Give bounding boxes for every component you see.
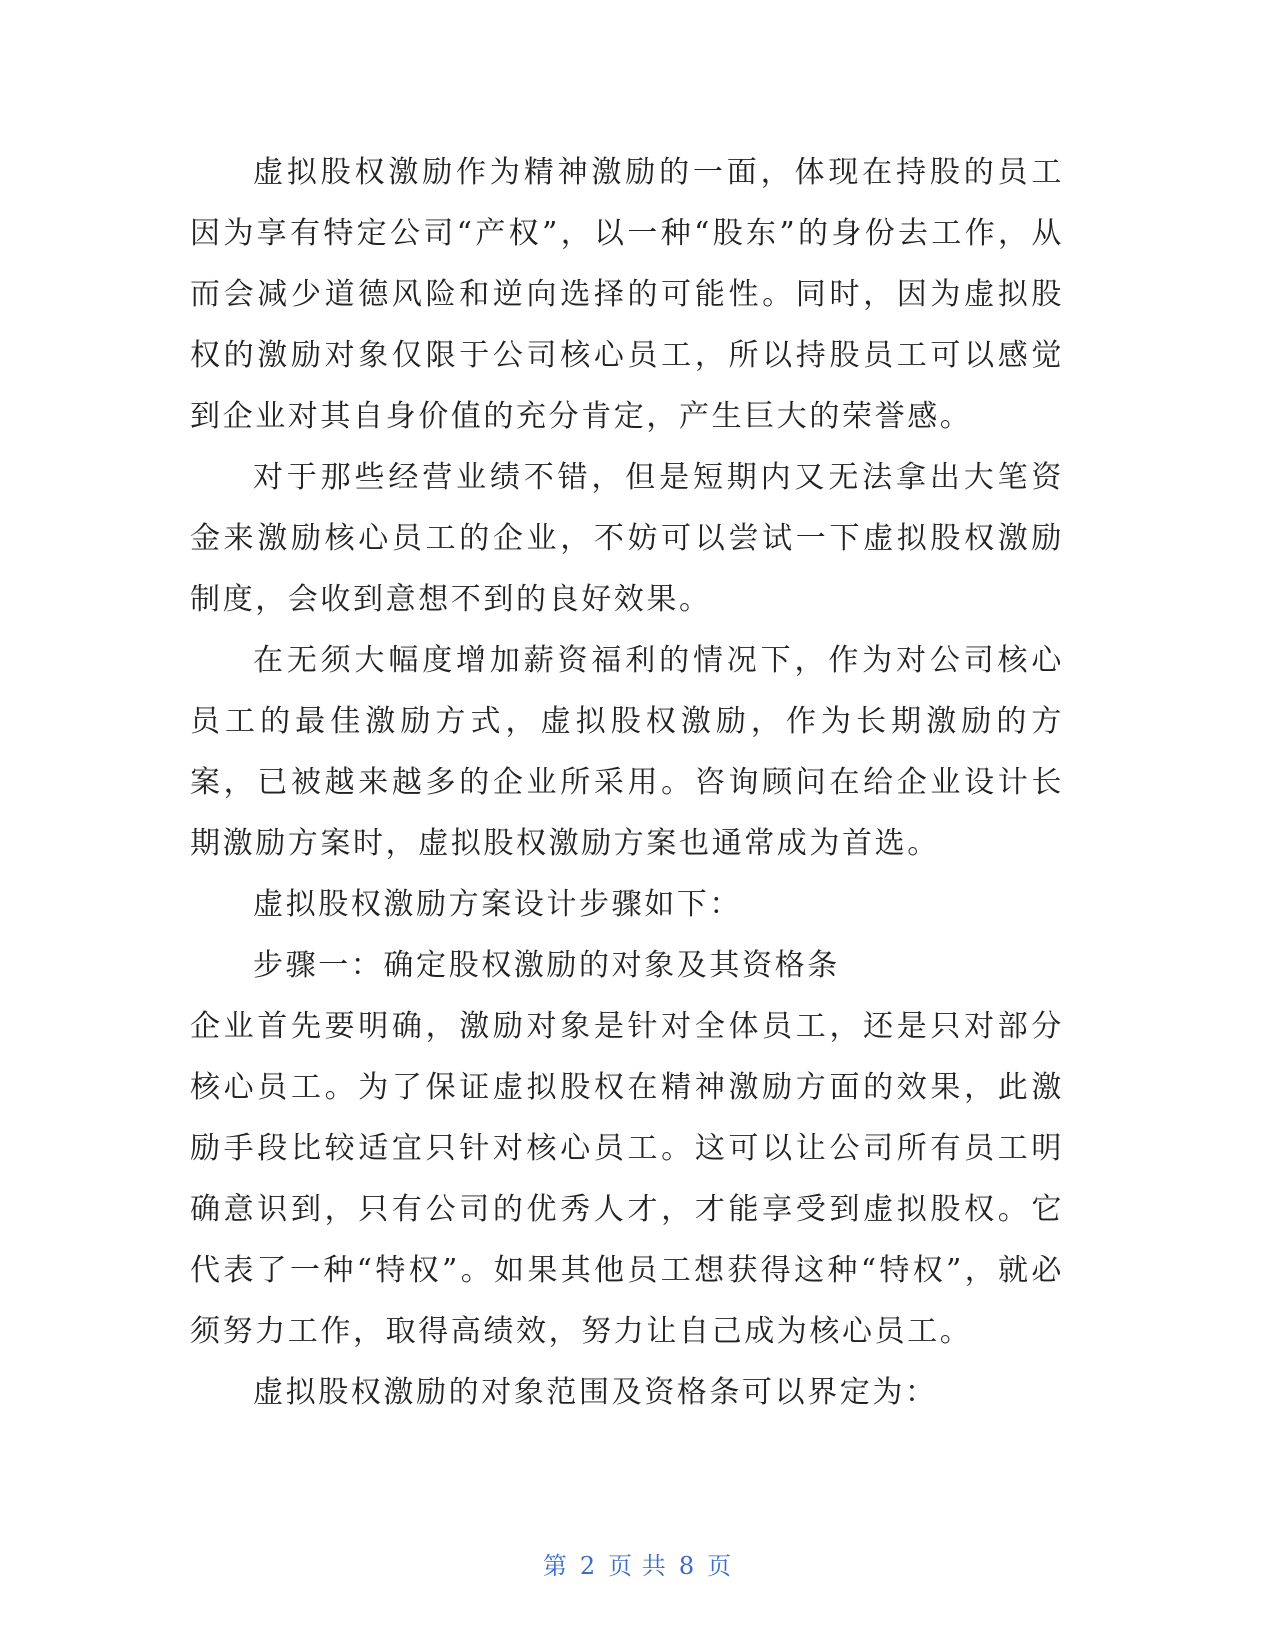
footer-middle: 页 共: [608, 1552, 667, 1580]
footer-current-page: 2: [579, 1552, 597, 1580]
footer-suffix: 页: [707, 1552, 733, 1580]
page-number-footer: [0, 1546, 1275, 1581]
document-body: [190, 142, 1064, 1423]
paragraph-design-steps-intro: 虚拟股权激励方案设计步骤如下：: [253, 887, 742, 922]
paragraph-suitable-companies: 对于那些经营业绩不错，但是短期内又无法拿出大笔资金来激励核心员工的企业，不妨可以尝试一下虚拟股权激励制度，会收到意想不到的良好效果。: [190, 460, 1064, 617]
paragraph-step-one-body: 企业首先要明确，激励对象是针对全体员工，还是只对部分核心员工。为了保证虚拟股权在精神激励方面的效果，此激励手段比较适宜只针对核心员工。这可以让公司所有员工明确意识到，只有公司的优秀人才，才能享受到虚拟股权。它代表了一种“特权”。如果其他员工想获得这种“特权”，就必须努力工作，取得高绩效，努力让自己成为核心员工。: [190, 1009, 1064, 1349]
paragraph-scope-definition: 虚拟股权激励的对象范围及资格条可以界定为：: [253, 1375, 938, 1410]
paragraph-step-one-heading: 步骤一：确定股权激励的对象及其资格条: [253, 948, 840, 983]
footer-total-pages: 8: [678, 1552, 696, 1580]
paragraph-virtual-equity-spirit: 虚拟股权激励作为精神激励的一面，体现在持股的员工因为享有特定公司“产权”，以一种“股东”的身份去工作，从而会减少道德风险和逆向选择的可能性。同时，因为虚拟股权的激励对象仅限于公司核心员工，所以持股员工可以感觉到企业对其自身价值的充分肯定，产生巨大的荣誉感。: [190, 155, 1064, 434]
paragraph-best-incentive: 在无须大幅度增加薪资福利的情况下，作为对公司核心员工的最佳激励方式，虚拟股权激励，作为长期激励的方案，已被越来越多的企业所采用。咨询顾问在给企业设计长期激励方案时，虚拟股权激励方案也通常成为首选。: [190, 643, 1064, 861]
footer-prefix: 第: [542, 1552, 568, 1580]
